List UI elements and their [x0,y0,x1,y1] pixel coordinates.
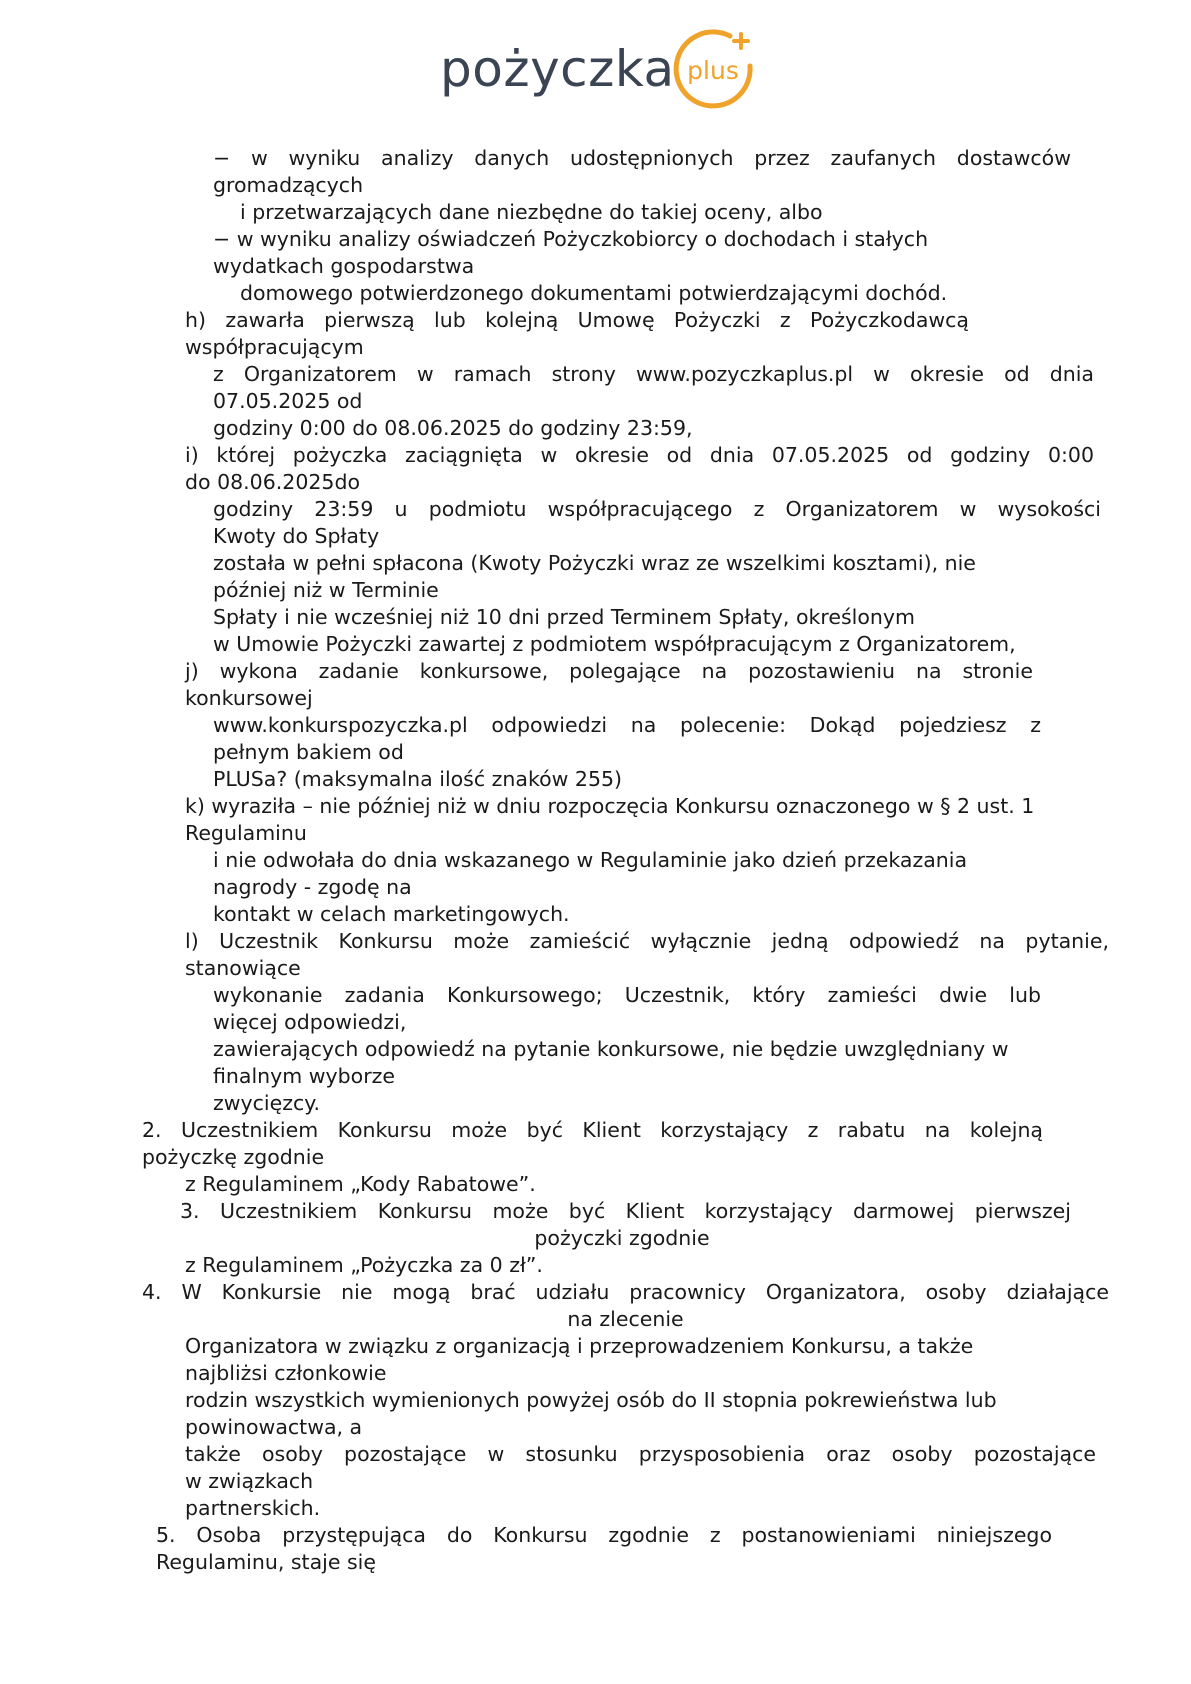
text-line: 4. W Konkursie nie mogą brać udziału pracownicy Organizatora, osoby działające [142,1280,1109,1304]
text-line: h) zawarła pierwszą lub kolejną Umowę Pożyczki z Pożyczkodawcą [185,308,969,332]
text-line: i nie odwołała do dnia wskazanego w Regulaminie jako dzień przekazania [213,848,968,872]
text-line: wykonanie zadania Konkursowego; Uczestnik, który zamieści dwie lub [213,983,1041,1007]
text-line: Kwoty do Spłaty [213,524,380,548]
text-line: najbliżsi członkowie [185,1361,387,1385]
text-line: Organizatora w związku z organizacją i przeprowadzeniem Konkursu, a także [185,1334,974,1358]
text-line: i przetwarzających dane niezbędne do takiej oceny, albo [240,200,823,224]
text-line: w związkach [185,1469,314,1493]
text-line: k) wyraziła – nie później niż w dniu rozpoczęcia Konkursu oznaczonego w § 2 ust. 1 [185,794,1035,818]
text-line: wydatkach gospodarstwa [213,254,475,278]
text-line: pełnym bakiem od [213,740,404,764]
text-line: w Umowie Pożyczki zawartej z podmiotem współpracującym z Organizatorem, [213,632,1016,656]
text-line: pożyczkę zgodnie [142,1145,325,1169]
text-line: z Organizatorem w ramach strony www.pozyczkaplus.pl w okresie od dnia [213,362,1094,386]
text-line: finalnym wyborze [213,1064,396,1088]
text-line: pożyczki zgodnie [534,1226,710,1250]
text-line: PLUSa? (maksymalna ilość znaków 255) [213,767,623,791]
text-line: gromadzących [213,173,364,197]
logo-badge-text: plus [687,56,739,85]
text-line: godziny 0:00 do 08.06.2025 do godziny 23:59, [213,416,693,440]
text-line: do 08.06.2025do [185,470,361,494]
text-line: konkursowej [185,686,313,710]
text-line: 2. Uczestnikiem Konkursu może być Klient korzystający z rabatu na kolejną [142,1118,1043,1142]
text-line: z Regulaminem „Pożyczka za 0 zł”. [185,1253,543,1277]
text-line: współpracującym [185,335,364,359]
text-line: kontakt w celach marketingowych. [213,902,570,926]
text-line: − w wyniku analizy oświadczeń Pożyczkobiorcy o dochodach i stałych [213,227,929,251]
text-line: 3. Uczestnikiem Konkursu może być Klient korzystający darmowej pierwszej [180,1199,1071,1223]
text-line: na zlecenie [567,1307,684,1331]
text-line: z Regulaminem „Kody Rabatowe”. [185,1172,536,1196]
text-line: zwycięzcy. [213,1091,320,1115]
text-line: rodzin wszystkich wymienionych powyżej osób do II stopnia pokrewieństwa lub [185,1388,997,1412]
text-line: l) Uczestnik Konkursu może zamieścić wyłącznie jedną odpowiedź na pytanie, [185,929,1109,953]
text-line: Regulaminu [185,821,307,845]
text-line: j) wykona zadanie konkursowe, polegające na pozostawieniu na stronie [185,659,1033,683]
text-line: także osoby pozostające w stosunku przysposobienia oraz osoby pozostające [185,1442,1096,1466]
logo [440,26,760,116]
plus-badge-icon [670,26,760,116]
text-line: została w pełni spłacona (Kwoty Pożyczki wraz ze wszelkimi kosztami), nie [213,551,976,575]
text-line: 5. Osoba przystępująca do Konkursu zgodnie z postanowieniami niniejszego [156,1523,1052,1547]
text-line: nagrody - zgodę na [213,875,412,899]
text-line: www.konkurspozyczka.pl odpowiedzi na polecenie: Dokąd pojedziesz z [213,713,1041,737]
text-line: Spłaty i nie wcześniej niż 10 dni przed Terminem Spłaty, określonym [213,605,915,629]
text-line: powinowactwa, a [185,1415,363,1439]
text-line: i) której pożyczka zaciągnięta w okresie od dnia 07.05.2025 od godziny 0:00 [185,443,1094,467]
text-line: więcej odpowiedzi, [213,1010,407,1034]
text-line: partnerskich. [185,1496,321,1520]
text-line: później niż w Terminie [213,578,439,602]
text-line: 07.05.2025 od [213,389,363,413]
text-line: Regulaminu, staje się [156,1550,376,1574]
text-line: − w wyniku analizy danych udostępnionych przez zaufanych dostawców [213,146,1071,170]
logo-wordmark: pożyczka [440,40,675,98]
text-line: stanowiące [185,956,301,980]
text-line: godziny 23:59 u podmiotu współpracującego z Organizatorem w wysokości [213,497,1101,521]
text-line: zawierających odpowiedź na pytanie konkursowe, nie będzie uwzględniany w [213,1037,1009,1061]
text-line: domowego potwierdzonego dokumentami potwierdzającymi dochód. [240,281,948,305]
